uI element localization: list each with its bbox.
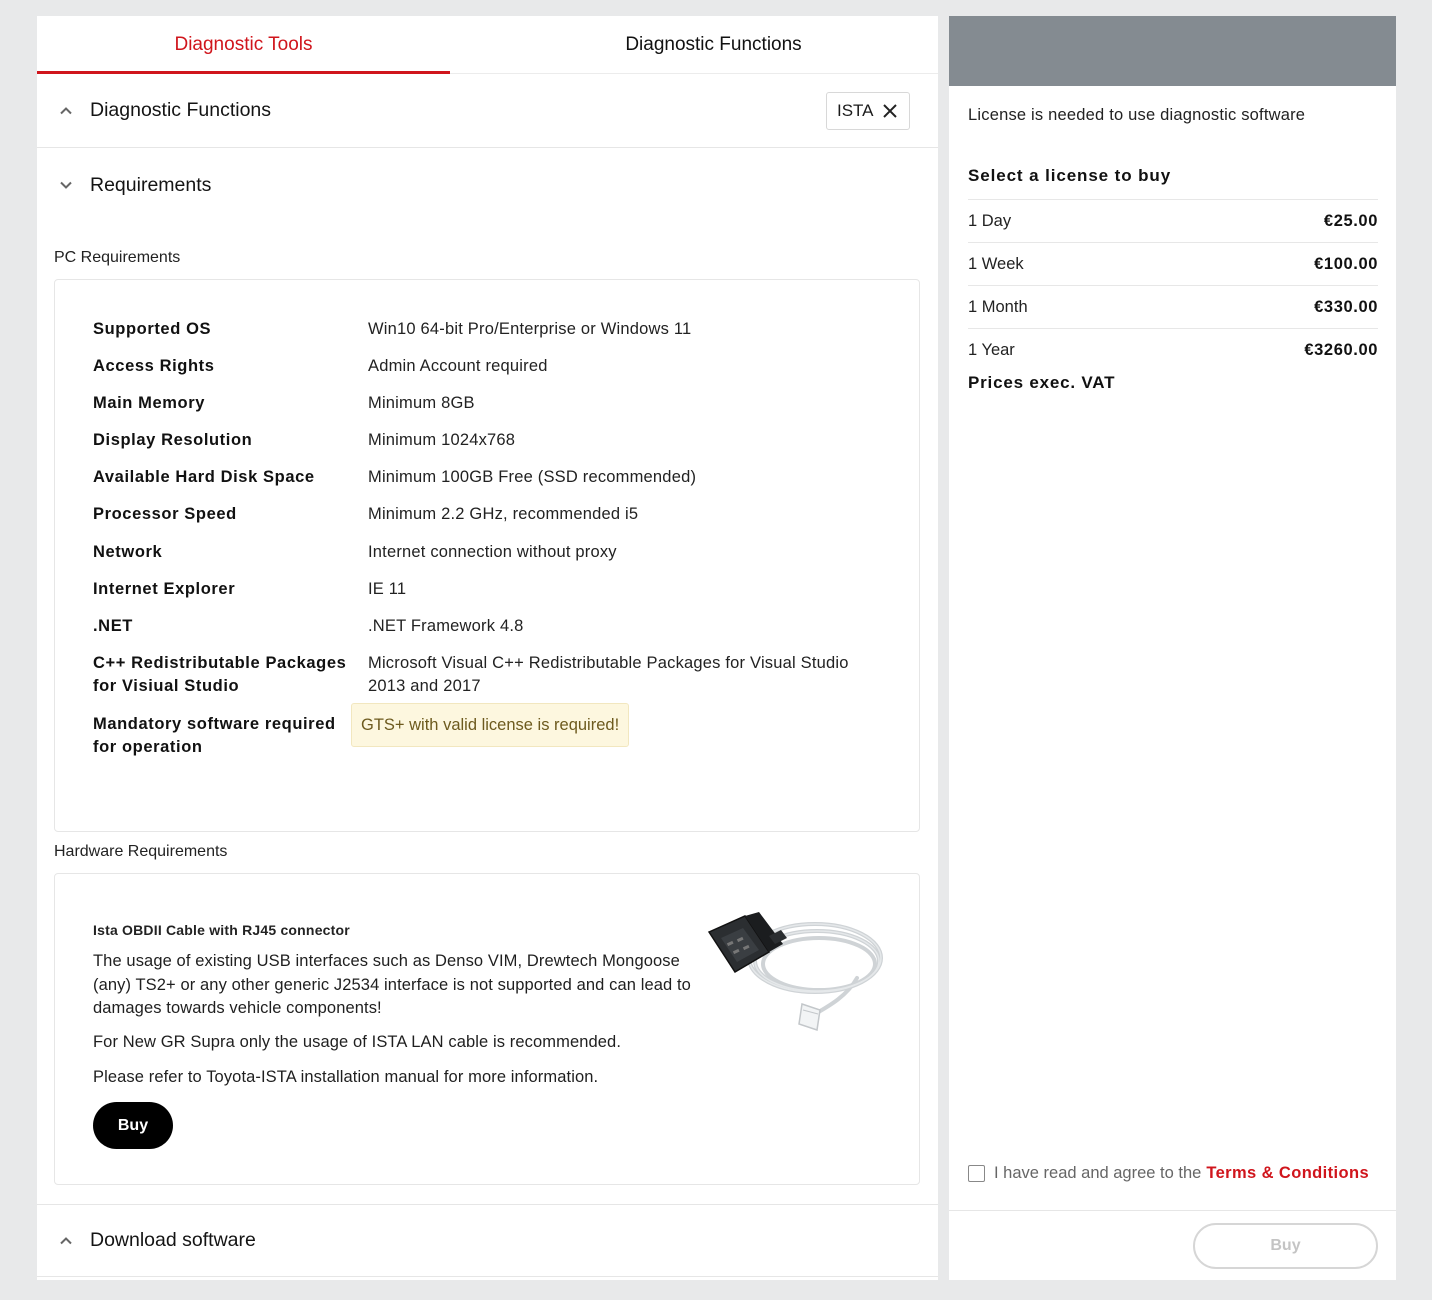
tab-diagnostic-tools[interactable]: Diagnostic Tools — [174, 34, 313, 55]
accordion-title: Download software — [90, 1229, 256, 1251]
requirement-value: Minimum 100GB Free (SSD recommended) — [368, 468, 697, 486]
license-name: 1 Month — [968, 297, 1028, 316]
close-icon[interactable] — [882, 103, 898, 119]
diagnostic-panel — [37, 16, 938, 1280]
chevron-up-icon[interactable] — [59, 104, 73, 118]
requirement-label: Access Rights — [93, 357, 215, 375]
requirement-label: C++ Redistributable Packages for Visiual Studio — [93, 654, 347, 695]
license-warning-badge: GTS+ with valid license is required! — [351, 703, 629, 747]
buy-license-button[interactable]: Buy — [1193, 1223, 1378, 1269]
pc-requirements-card — [54, 279, 920, 832]
buy-cable-button[interactable]: Buy — [93, 1102, 173, 1149]
hardware-requirements-card — [54, 873, 920, 1185]
terms-agreement — [968, 1164, 1369, 1183]
chip-label: ISTA — [837, 100, 874, 120]
terms-link[interactable]: Terms & Conditions — [1206, 1164, 1370, 1182]
obd-cable-image — [707, 906, 887, 1036]
hardware-warning-text: The usage of existing USB interfaces such as Denso VIM, Drewtech Mongoose (any) TS2+ or any other generic J2534 interface is not supported and can lead to damages towards vehicle components! — [93, 952, 691, 1017]
requirement-value: Minimum 8GB — [368, 394, 475, 412]
license-select-title: Select a license to buy — [968, 166, 1172, 185]
license-banner — [949, 16, 1396, 86]
requirement-value: Minimum 1024x768 — [368, 431, 516, 449]
tab-bar — [37, 16, 938, 74]
license-note: License is needed to use diagnostic software — [968, 106, 1306, 124]
vat-note: Prices exec. VAT — [968, 373, 1116, 392]
accordion-title: Diagnostic Functions — [90, 99, 272, 121]
terms-text: I have read and agree to the — [994, 1164, 1202, 1182]
requirement-value: Internet connection without proxy — [368, 543, 617, 561]
requirement-value: Minimum 2.2 GHz, recommended i5 — [368, 505, 639, 523]
license-name: 1 Year — [968, 340, 1015, 359]
chevron-up-icon[interactable] — [59, 1234, 73, 1248]
license-option[interactable] — [968, 328, 1378, 371]
accordion-requirements[interactable] — [37, 148, 938, 222]
license-name: 1 Day — [968, 211, 1012, 230]
license-price: €3260.00 — [1304, 340, 1378, 359]
license-panel — [949, 16, 1396, 1280]
license-footer — [949, 1210, 1396, 1280]
requirement-value: .NET Framework 4.8 — [368, 617, 524, 635]
license-price: €330.00 — [1314, 297, 1378, 316]
tab-diagnostic-functions[interactable]: Diagnostic Functions — [625, 34, 802, 55]
supra-note-text: For New GR Supra only the usage of ISTA LAN cable is recommended. — [93, 1033, 622, 1051]
license-price: €100.00 — [1314, 254, 1378, 273]
terms-checkbox[interactable] — [968, 1165, 985, 1182]
requirement-value: IE 11 — [368, 580, 407, 598]
requirement-label: Mandatory software required for operation — [93, 715, 336, 756]
requirement-label: Processor Speed — [93, 505, 237, 523]
requirement-label: Display Resolution — [93, 431, 253, 449]
requirement-label: Network — [93, 543, 163, 561]
requirement-label: Available Hard Disk Space — [93, 468, 315, 486]
license-option[interactable] — [968, 199, 1378, 242]
requirement-label: Supported OS — [93, 320, 212, 338]
manual-reference-text: Please refer to Toyota-ISTA installation manual for more information. — [93, 1068, 599, 1086]
hardware-requirements-heading: Hardware Requirements — [54, 843, 228, 860]
requirement-value: Microsoft Visual C++ Redistributable Packages for Visual Studio 2013 and 2017 — [368, 654, 849, 695]
pc-requirements-heading: PC Requirements — [54, 249, 181, 266]
license-option[interactable] — [968, 285, 1378, 328]
accordion-diagnostic-functions[interactable] — [37, 74, 938, 148]
requirement-label: Main Memory — [93, 394, 206, 412]
license-price: €25.00 — [1323, 211, 1378, 230]
license-option[interactable] — [968, 242, 1378, 285]
product-title: Ista OBDII Cable with RJ45 connector — [93, 922, 350, 938]
accordion-download-software[interactable] — [37, 1204, 938, 1277]
requirement-value: Admin Account required — [368, 357, 548, 375]
filter-chip-ista[interactable] — [826, 92, 910, 130]
accordion-title: Requirements — [90, 173, 212, 196]
requirement-value: Win10 64-bit Pro/Enterprise or Windows 11 — [368, 320, 692, 338]
license-name: 1 Week — [968, 254, 1024, 273]
requirement-label: .NET — [93, 617, 133, 635]
chevron-down-icon[interactable] — [59, 178, 73, 192]
license-options — [968, 199, 1378, 371]
requirement-label: Internet Explorer — [93, 580, 236, 598]
